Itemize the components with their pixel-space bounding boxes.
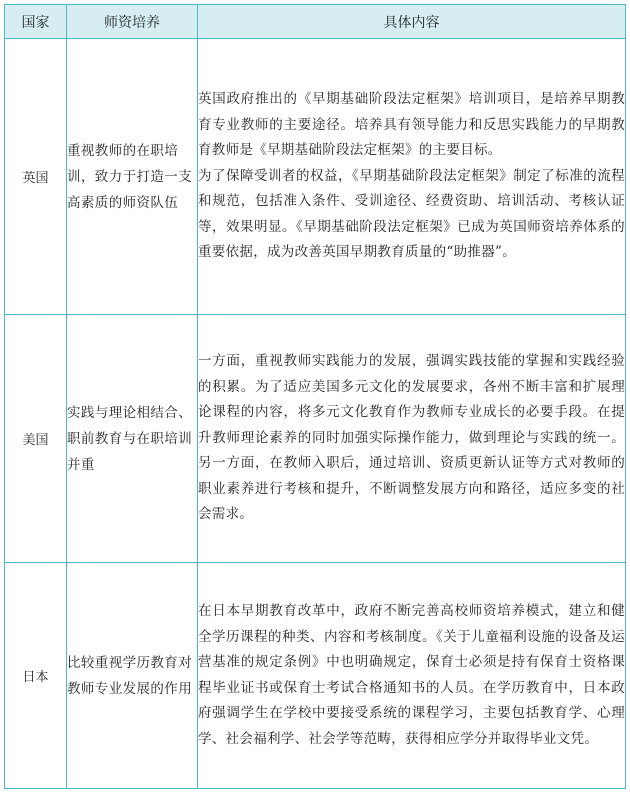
country-cell: 日本: [5, 563, 67, 789]
content-paragraph: 在日本早期教育改革中，政府不断完善高校师资培养模式，建立和健全学历课程的种类、内容和考核制度。《关于儿童福利设施的设备及运营基准的规定条例》中也明确规定，保育士必须是持有保育士资格课程毕业证书或保育士考试合格通知书的人员。在学历教育中，日本政府强调学生在学校中要接受系统的课程学习，主要包括教育学、心理学、社会福利学、社会学等范畴，获得相应学分并取得毕业文凭。: [198, 603, 625, 747]
training-cell: 实践与理论相结合、职前教育与在职培训并重: [67, 315, 198, 563]
country-cell: 美国: [5, 315, 67, 563]
training-cell: 比较重视学历教育对教师专业发展的作用: [67, 563, 198, 789]
table-row-japan: [5, 563, 626, 789]
content-cell: [198, 315, 626, 563]
content-paragraph: 英国政府推出的《早期基础阶段法定框架》培训项目，是培养早期教育专业教师的主要途径。培养具有领导能力和反思实践能力的早期教育教师是《早期基础阶段法定框架》的主要目标。: [198, 91, 625, 159]
table-row-uk: [5, 39, 626, 315]
content-cell: [198, 39, 626, 315]
header-teacher-training: 师资培养: [67, 5, 198, 39]
content-cell: [198, 563, 626, 789]
training-cell: 重视教师的在职培训，致力于打造一支高素质的师资队伍: [67, 39, 198, 315]
content-paragraph: 一方面，重视教师实践能力的发展，强调实践技能的掌握和实践经验的积累。为了适应美国多元文化的发展要求，各州不断丰富和扩展理论课程的内容，将多元文化教育作为教师专业成长的必要手段。在提升教师理论素养的同时加强实际操作能力，做到理论与实践的统一。另一方面，在教师入职后，通过培训、资质更新认证等方式对教师的职业素养进行考核和提升，不断调整发展方向和路径，适应多变的社会需求。: [198, 353, 625, 523]
table-row-us: [5, 315, 626, 563]
header-row: [5, 5, 626, 39]
country-cell: 英国: [5, 39, 67, 315]
content-paragraph: 为了保障受训者的权益，《早期基础阶段法定框架》制定了标准的流程和规范，包括准入条件、受训途径、经费资助、培训活动、考核认证等，效果明显。《早期基础阶段法定框架》已成为英国师资培养体系的重要依据，成为改善英国早期教育质量的“助推器”。: [198, 167, 625, 261]
header-country: 国家: [5, 5, 67, 39]
policy-comparison-table: [4, 4, 626, 789]
header-specific-content: 具体内容: [198, 5, 626, 39]
